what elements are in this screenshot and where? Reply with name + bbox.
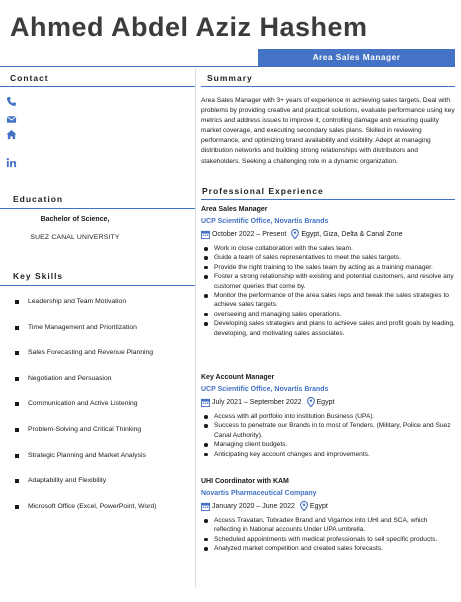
skill-item: Leadership and Team Motivation [14, 295, 194, 310]
education-heading: Education [13, 194, 64, 204]
job-meta [201, 501, 455, 511]
education-divider [0, 208, 195, 209]
job-bullets [201, 244, 455, 338]
skills-heading: Key Skills [13, 271, 64, 281]
calendar-icon [201, 230, 210, 239]
experience-heading: Professional Experience [202, 186, 324, 196]
job-dates: October 2022 – Present [212, 230, 287, 238]
location-pin-icon [300, 501, 308, 511]
skill-item: Sales Forecasting and Revenue Planning [14, 346, 194, 361]
summary-heading: Summary [207, 73, 253, 83]
phone-icon [6, 96, 17, 107]
skills-divider [0, 285, 195, 286]
column-divider [195, 68, 196, 588]
job-location: Egypt, Giza, Delta & Canal Zone [301, 230, 403, 238]
job-entry [201, 206, 455, 338]
skill-item: Adaptability and Flexibility [14, 474, 194, 489]
job-bullet: Access with all portfolio into institution Business (UPA). [201, 412, 455, 421]
job-bullet: Foster a strong relationship with existing and potential customers, and resolve any customer queries that come by. [201, 272, 455, 291]
job-position: Key Account Manager [201, 374, 275, 381]
job-company: UCP Scientific Office, Novartis Brands [201, 218, 329, 225]
job-bullet: Anticipating key account changes and improvements. [201, 450, 455, 459]
job-position: UHI Coordinator with KAM [201, 478, 289, 485]
job-entry [201, 478, 455, 554]
skill-item: Communication and Active Listening [14, 397, 194, 412]
experience-divider [201, 199, 455, 200]
home-icon [6, 129, 17, 140]
skill-item: Microsoft Office (Excel, PowerPoint, Word) [14, 500, 194, 515]
skill-item: Problem-Solving and Critical Thinking [14, 423, 194, 438]
job-company: UCP Scientific Office, Novartis Brands [201, 386, 329, 393]
skill-item: Strategic Planning and Market Analysis [14, 449, 194, 464]
job-location: Egypt [316, 398, 335, 406]
summary-text: Area Sales Manager with 3+ years of experience in achieving sales targets, Deal with problems by providing creative and practical solutions, evaluate performance using key metrics and address issues to improve it, controlling damage and ensuring quality market coverage, and executing secondary sales plans. Skilled in reviewing performance, and optimizing brand availability and visibility. Adept at managing distribution networks and building strong relationships with distributors and stakeholders. Seeking a challenging role in a dynamic organization. [201, 97, 455, 165]
calendar-icon [201, 502, 210, 511]
calendar-icon [201, 398, 210, 407]
education-school: SUEZ CANAL UNIVERSITY [30, 234, 120, 241]
contact-divider [0, 86, 195, 87]
job-meta [201, 229, 455, 239]
job-bullet: Developing sales strategies and plans to achieve sales and profit goals by leading, developing, and motivating sales associates. [201, 319, 455, 338]
job-bullet: Provide the right training to the sales team by acting as a training manager. [201, 263, 455, 272]
skills-list [14, 295, 194, 525]
job-bullet: Scheduled appointments with medical professionals to sell specific products. [201, 535, 455, 544]
candidate-name: Ahmed Abdel Aziz Hashem [10, 12, 368, 42]
job-meta [201, 397, 455, 407]
job-location: Egypt [309, 502, 328, 510]
job-bullet: Guide a team of sales representatives to meet the sales targets. [201, 253, 455, 262]
job-dates: July 2021 – September 2022 [212, 398, 302, 406]
summary-divider [201, 86, 455, 87]
location-pin-icon [291, 229, 299, 239]
education-degree: Bachelor of Science, [40, 216, 110, 223]
job-bullets [201, 412, 455, 459]
linkedin-icon [6, 157, 17, 168]
job-bullets [201, 516, 455, 554]
job-bullet: Access Travatan, Tobradex Brand and Vigamox into UHI and SCA, which reflecting in National accounts Under UPA umbrella. [201, 516, 455, 535]
job-dates: January 2020 – June 2022 [212, 502, 295, 510]
job-bullet: overseeing and managing sales operations. [201, 310, 455, 319]
job-company: Novartis Pharmaceutical Company [201, 490, 317, 497]
contact-heading: Contact [10, 73, 49, 83]
job-title-banner: Area Sales Manager [258, 49, 455, 66]
job-bullet: Monitor the performance of the area sales reps and tweak the sales strategies to achieve sales targets. [201, 291, 455, 310]
job-position: Area Sales Manager [201, 206, 268, 213]
location-pin-icon [307, 397, 315, 407]
job-bullet: Managing client budgets. [201, 440, 455, 449]
job-bullet: Work in close collaboration with the sales team. [201, 244, 455, 253]
job-bullet: Analyzed market competition and created sales forecasts. [201, 544, 455, 553]
job-bullet: Success to penetrate our Brands in to most of Tenders. (Military, Police and Suez Canal Authority). [201, 421, 455, 440]
job-entry [201, 374, 455, 459]
email-icon [6, 114, 17, 125]
skill-item: Negotiation and Persuasion [14, 372, 194, 387]
skill-item: Time Management and Prioritization [14, 321, 194, 336]
header-divider [0, 66, 455, 67]
